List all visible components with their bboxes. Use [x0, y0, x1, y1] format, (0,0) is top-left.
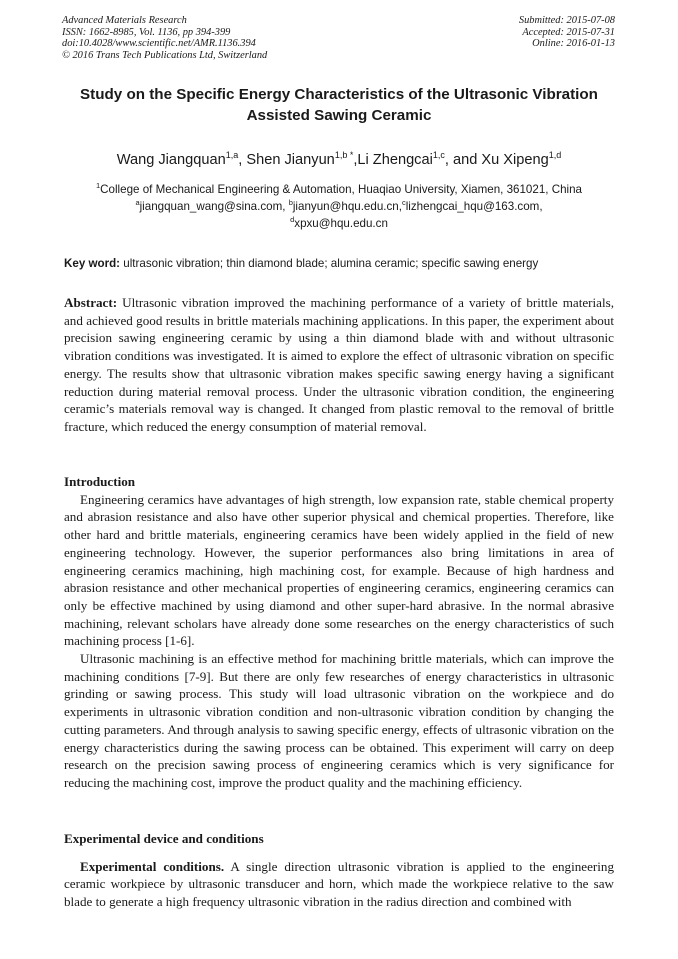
email-separator: ,	[398, 200, 402, 213]
experimental-text: A single direction ultrasonic vibration is applied to the engineering ceramic workpiece by ultrasonic transducer and horn, which made the workpiece relative to the saw blade to generate a high frequency ultrasonic vibration in the radius direction and combined with	[64, 858, 614, 910]
abstract-label: Abstract:	[64, 295, 118, 310]
copyright-line: © 2016 Trans Tech Publications Ltd, Switzerland	[62, 49, 268, 61]
abstract-text: Ultrasonic vibration improved the machining performance of a variety of brittle materials, and achieved good results in brittle materials machining applications. In this paper, the experiment about precision sawing engineering ceramic by using a thin diamond blade with and without ultrasonic vibration conditions was investigated. It is aimed to explore the effect of ultrasonic vibration on specific energy. The results show that ultrasonic vibration makes specific sawing energy having a significant reduction during material removal process. Under the ultrasonic vibration condition, the engineering ceramic’s materials removal way is changed. It changed from plastic removal to the removal of brittle fracture, which reduced the energy consumption of material removal.	[64, 295, 614, 434]
email-mark: b	[288, 198, 293, 207]
publication-info	[62, 15, 267, 61]
introduction-paragraph-2: Ultrasonic machining is an effective method for machining brittle materials, which can improve the machining conditions [7-9]. But there are only few researches of energy characteristics in ultrasonic grinding or sawing process. This study will load ultrasonic vibration on the workpiece and do experiments in ultrasonic vibration condition and non-ultrasonic vibration condition by changing the cutting parameters. And through analysis to sawing specific energy, effects of ultrasonic vibration on the energy characteristics during the sawing process can be obtained. This experiment will carry on deep research on the precision sawing process of engineering ceramics which is very significance for reducing the machining cost, improve the product quality and the machining efficiency.	[64, 651, 614, 790]
submitted-date: Submitted: 2015-07-08	[518, 15, 615, 26]
author-separator: ,	[353, 152, 358, 168]
keywords-label: Key word:	[64, 257, 121, 270]
email-mark: a	[135, 198, 140, 207]
accepted-date: Accepted: 2015-07-31	[522, 26, 615, 38]
affiliation-text: College of Mechanical Engineering & Automation, Huaqiao University, Xiamen, 361021, China	[100, 183, 583, 196]
paper-title	[40, 84, 638, 126]
experimental-section	[64, 830, 614, 911]
experimental-subheading: Experimental conditions.	[80, 858, 225, 874]
author-affiliation-mark: 1,b *	[334, 150, 354, 160]
issn-line: ISSN: 1662-8985, Vol. 1136, pp 394-399	[62, 26, 231, 38]
author-name: Shen Jianyun	[246, 152, 335, 168]
title-line-1: Study on the Specific Energy Characteristics of the Ultrasonic Vibration	[80, 86, 598, 103]
email-line-2	[40, 215, 638, 232]
introduction-paragraph-1: Engineering ceramics have advantages of high strength, low expansion rate, stable chemical property and abrasion resistance and also have other superior physical and chemical properties. Therefore, like other hard and brittle materials, engineering ceramics have been widely applied in the field of new engineering technology. However, the superior performances also bring limitations in area of engineering ceramics machining, high machining cost, for example. Because of high hardness and abrasion resistance and other mechanical properties of engineering ceramics, engineering ceramics can only be effective machined by using diamond and other super-hard abrasive. In the normal abrasive machining, relevant scholars have already done some researches on the energy characteristics of such machining process [1-6].	[64, 491, 614, 649]
abstract-paragraph	[64, 294, 614, 436]
affiliation-line	[40, 181, 638, 198]
author-list	[40, 151, 638, 169]
doi-link[interactable]: doi:10.4028/www.scientific.net/AMR.1136.394	[62, 38, 256, 49]
author-name: Xu Xipeng	[481, 152, 549, 168]
journal-name: Advanced Materials Research	[62, 15, 187, 26]
author-affiliation-mark: 1,d	[548, 150, 562, 160]
author-separator: ,	[238, 152, 247, 168]
affiliation-mark: 1	[95, 181, 101, 190]
email-mark: c	[401, 198, 406, 207]
introduction-heading: Introduction	[64, 474, 136, 489]
email-link[interactable]: jianyun@hqu.edu.cn	[292, 200, 399, 213]
email-separator: ,	[282, 200, 289, 213]
email-link[interactable]: jiangquan_wang@sina.com	[139, 200, 283, 213]
title-line-2: Assisted Sawing Ceramic	[246, 107, 432, 124]
author-separator: , and	[444, 152, 482, 168]
email-link[interactable]: lizhengcai_hqu@163.com	[405, 200, 540, 213]
publication-dates	[519, 15, 615, 50]
email-line-1	[40, 198, 638, 215]
email-link[interactable]: xpxu@hqu.edu.cn	[294, 217, 388, 230]
author-affiliation-mark: 1,c	[432, 150, 445, 160]
email-mark: d	[290, 215, 295, 224]
email-separator: ,	[539, 200, 543, 213]
experimental-paragraph	[64, 858, 614, 911]
introduction-section	[64, 473, 614, 792]
author-name: Li Zhengcai	[357, 152, 433, 168]
online-date: Online: 2016-01-13	[532, 38, 615, 49]
author-affiliation-mark: 1,a	[225, 150, 239, 160]
author-name: Wang Jiangquan	[116, 152, 226, 168]
abstract-section	[64, 294, 614, 436]
affiliation-block	[40, 181, 638, 232]
experimental-heading: Experimental device and conditions	[64, 831, 264, 846]
keywords-line	[64, 256, 624, 272]
keywords-text: ultrasonic vibration; thin diamond blade; alumina ceramic; specific sawing energy	[120, 257, 539, 270]
